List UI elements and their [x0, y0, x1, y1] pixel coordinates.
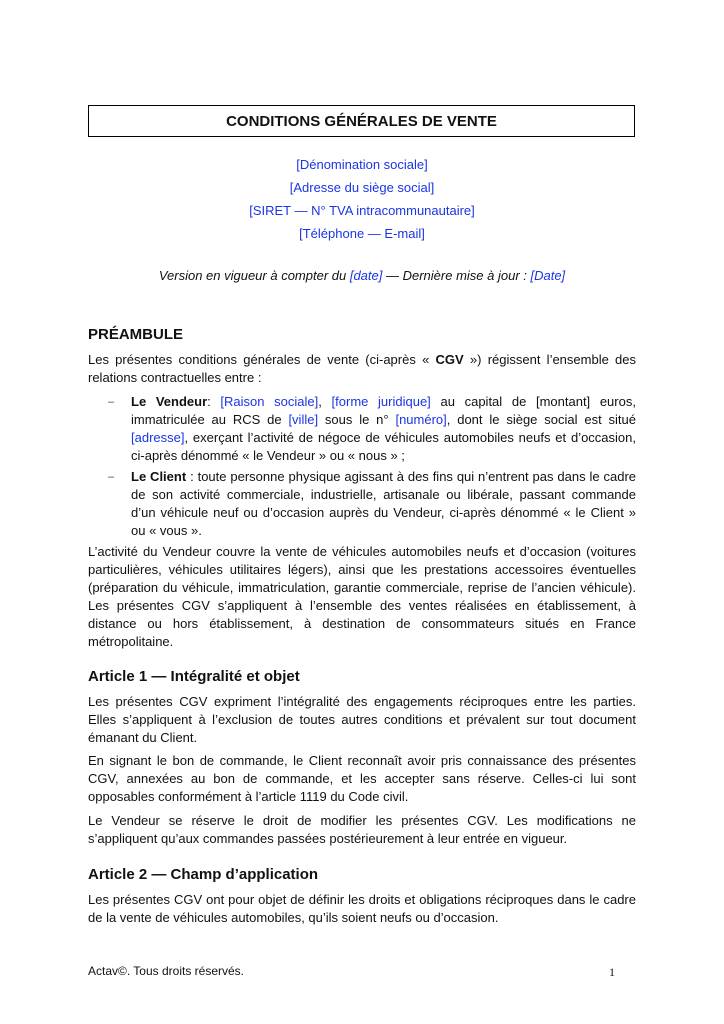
footer-copyright: Actav©. Tous droits réservés.: [88, 964, 245, 978]
vendeur-text: sous le n°: [318, 412, 396, 427]
page-number: 1: [609, 965, 615, 979]
article1-paragraph-1: Les présentes CGV expriment l’intégralité des engagements réciproques entre les parties. Elles s’appliquent à l’exclusion de toutes autres conditions et prévalent sur tout document émanant du Client.: [88, 694, 636, 745]
version-prefix: Version en vigueur à compter du: [158, 268, 350, 283]
bullet-dash-icon: –: [108, 396, 115, 408]
siret-placeholder: [SIRET — N° TVA intracommunautaire]: [249, 203, 475, 218]
list-item-client: [88, 468, 636, 540]
vendeur-label: Le Vendeur: [131, 394, 208, 409]
document-title: [88, 105, 635, 137]
article1-paragraph-2: En signant le bon de commande, le Client reconnaît avoir pris connaissance des présentes CGV, annexées au bon de commande, et les accepter sans réserve. Celles-ci lui sont opposables conformément à l’article 1119 du Code civil.: [88, 753, 636, 804]
activity-paragraph: L’activité du Vendeur couvre la vente de véhicules automobiles neufs et d’occasion (voitures particulières, véhicules utilitaires légers), ainsi que les prestations accessoires éventuelles (préparation du véhicule, immatriculation, garantie commerciale, reprise de l’ancien véhicule). Les présentes CGV s’appliquent à l’ensemble des ventes réalisées en établissement, à distance ou hors établissement, à destination de consommateurs situés en France métropolitaine.: [88, 544, 636, 649]
article2-heading: Article 2 — Champ d’application: [88, 866, 319, 883]
vendeur-text: , exerçant l’activité de négoce de véhicules automobiles neufs et d’occasion, ci-après dénommé « le Vendeur » ou « nous » ;: [131, 430, 636, 463]
adresse-placeholder: [adresse]: [131, 430, 185, 445]
article1-heading: Article 1 — Intégralité et objet: [88, 668, 300, 685]
version-line: [0, 268, 724, 283]
client-text: : toute personne physique agissant à des fins qui n’entrent pas dans le cadre de son activité commerciale, industrielle, artisanale ou libérale, passant commande d’un véhicule neuf ou d’occasion auprès du Vendeur, ci-après dénommé « le Client » ou « vous ».: [131, 469, 636, 538]
preambule-heading: PRÉAMBULE: [88, 326, 184, 343]
intro-text-1: Les présentes conditions générales de vente (ci-après «: [88, 352, 436, 367]
vendeur-text: au capital de [montant] euros, immatriculée au RCS de: [131, 394, 636, 427]
contact-placeholder: [Téléphone — E-mail]: [299, 226, 425, 241]
forme-juridique-placeholder: [forme juridique]: [331, 394, 431, 409]
vendeur-text: , dont le siège social est situé: [446, 412, 636, 427]
list-item-vendeur: [88, 393, 636, 465]
client-label: Le Client: [131, 469, 187, 484]
vendeur-text: :: [207, 394, 221, 409]
version-date-placeholder: [date]: [349, 268, 383, 283]
intro-text-2: ») régissent l’ensemble des relations contractuelles entre :: [88, 352, 637, 385]
update-date-placeholder: [Date]: [530, 268, 566, 283]
bullet-dash-icon: –: [108, 471, 115, 483]
version-middle: — Dernière mise à jour :: [382, 268, 531, 283]
preambule-intro: [88, 351, 636, 387]
intro-cgv-bold: CGV: [435, 352, 464, 367]
vendeur-text: ,: [318, 394, 332, 409]
company-name-placeholder: [Dénomination sociale]: [296, 157, 428, 172]
address-placeholder: [Adresse du siège social]: [289, 180, 435, 195]
article2-paragraph-1: Les présentes CGV ont pour objet de définir les droits et obligations réciproques dans le cadre de la vente de véhicules automobiles, qu’ils soient neufs ou d’occasion.: [88, 892, 636, 925]
raison-sociale-placeholder: [Raison sociale]: [220, 394, 319, 409]
title-text: CONDITIONS GÉNÉRALES DE VENTE: [226, 112, 497, 130]
numero-placeholder: [numéro]: [395, 412, 447, 427]
article1-paragraph-3: Le Vendeur se réserve le droit de modifier les présentes CGV. Les modifications ne s’appliquent qu’aux commandes passées postérieurement à leur entrée en vigueur.: [88, 813, 636, 846]
ville-placeholder: [ville]: [288, 412, 319, 427]
